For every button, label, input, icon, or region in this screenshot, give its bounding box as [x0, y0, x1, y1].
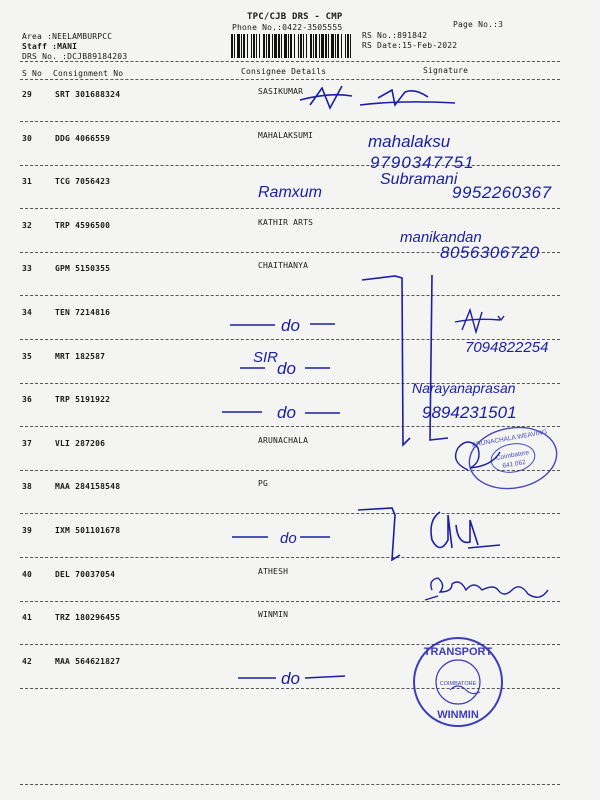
- handwritten-initials: SIR: [253, 349, 279, 366]
- row-consignment-no: SRT 301688324: [55, 90, 121, 99]
- row-consignee: CHAITHANYA: [258, 261, 309, 270]
- divider: [20, 784, 560, 785]
- col-header-consignee: Consignee Details: [241, 67, 327, 76]
- row-sno: 32: [22, 221, 33, 230]
- row-consignment-no: TEN 7214816: [55, 308, 111, 317]
- row-sno: 35: [22, 352, 33, 361]
- row-sno: 37: [22, 439, 33, 448]
- row-consignment-no: VLI 287206: [55, 439, 106, 448]
- signature-scribble: [425, 578, 548, 600]
- bracket-mark: [358, 508, 400, 560]
- row-sno: 39: [22, 526, 33, 535]
- row-sno: 40: [22, 570, 33, 579]
- stamp-text: ARUNACHALA WEAVING: [471, 428, 548, 449]
- row-consignee: KATHIR ARTS: [258, 218, 314, 227]
- drs-number: DRS No. :DCJB89184203: [22, 52, 128, 61]
- staff-label: Staff :MANI: [22, 42, 78, 51]
- row-consignment-no: MAA 564621827: [55, 657, 121, 666]
- row-consignment-no: DEL 70037054: [55, 570, 116, 579]
- row-consignment-no: IXM 501101678: [55, 526, 121, 535]
- row-sno: 38: [22, 482, 33, 491]
- rs-date: RS Date:15-Feb-2022: [362, 41, 458, 50]
- row-sno: 33: [22, 264, 33, 273]
- col-header-consignment: Consignment No: [53, 69, 124, 78]
- handwritten-phone: 8056306720: [440, 243, 540, 262]
- handwritten-name: Narayanaprasan: [412, 380, 516, 396]
- row-sno: 34: [22, 308, 33, 317]
- row-consignment-no: TCG 7056423: [55, 177, 111, 186]
- signature-scribble: [431, 512, 500, 548]
- stamp-text: 641 062: [501, 458, 527, 470]
- ditto-mark: do: [281, 316, 300, 335]
- signature-scribble: [455, 310, 504, 332]
- handwritten-phone: 9952260367: [452, 183, 552, 202]
- rs-number: RS No.:891842: [362, 31, 428, 40]
- phone-number: Phone No.:0422-3505555: [232, 23, 343, 32]
- col-header-sno: S No: [22, 69, 43, 78]
- row-consignment-no: TRP 4596500: [55, 221, 111, 230]
- stamp-text: COIMBATORE: [439, 681, 477, 687]
- row-consignee: ARUNACHALA: [258, 436, 309, 445]
- row-sno: 30: [22, 134, 33, 143]
- handwritten-name: Subramani: [380, 171, 458, 188]
- row-sno: 41: [22, 613, 33, 622]
- row-sno: 42: [22, 657, 33, 666]
- row-consignment-no: TRZ 180296455: [55, 613, 121, 622]
- row-consignment-no: MRT 182587: [55, 352, 106, 361]
- handwritten-name: mahalaksu: [368, 132, 451, 151]
- row-consignment-no: DDG 4066559: [55, 134, 111, 143]
- stamp-text: TRANSPORT: [423, 646, 493, 658]
- stamp-text: WINMIN: [437, 709, 479, 721]
- row-consignee: MAHALAKSUMI: [258, 131, 314, 140]
- row-consignee: WINMIN: [258, 610, 289, 619]
- row-consignee: SASIKUMAR: [258, 87, 304, 96]
- handwritten-phone: 9790347751: [370, 153, 475, 172]
- row-consignment-no: GPM 5150355: [55, 264, 111, 273]
- row-sno: 36: [22, 395, 33, 404]
- page-number: Page No.:3: [453, 20, 504, 29]
- sheet-title: TPC/CJB DRS - CMP: [247, 12, 343, 22]
- row-consignee: ATHESH: [258, 567, 289, 576]
- handwritten-phone: 9894231501: [422, 403, 517, 422]
- ditto-mark: do: [280, 530, 297, 547]
- row-sno: 29: [22, 90, 33, 99]
- ditto-mark: do: [277, 403, 296, 422]
- row-consignment-no: MAA 284158548: [55, 482, 121, 491]
- ditto-dash: [305, 676, 345, 678]
- handwritten-name: manikandan: [400, 229, 482, 246]
- col-header-signature: Signature: [423, 66, 469, 75]
- company-stamp-winmin: [414, 638, 502, 726]
- ditto-mark: do: [281, 669, 300, 688]
- ditto-mark: do: [277, 359, 296, 378]
- handwritten-phone: 7094822254: [465, 339, 549, 356]
- row-consignee: PG: [258, 479, 269, 488]
- row-sno: 31: [22, 177, 33, 186]
- row-consignment-no: TRP 5191922: [55, 395, 111, 404]
- signature-scribble: [450, 686, 480, 694]
- handwritten-name: Ramxum: [258, 184, 323, 201]
- area-label: Area :NEELAMBURPCC: [22, 32, 113, 41]
- stamp-text: Coimbatore: [495, 449, 530, 462]
- signature-scribble: [300, 86, 455, 108]
